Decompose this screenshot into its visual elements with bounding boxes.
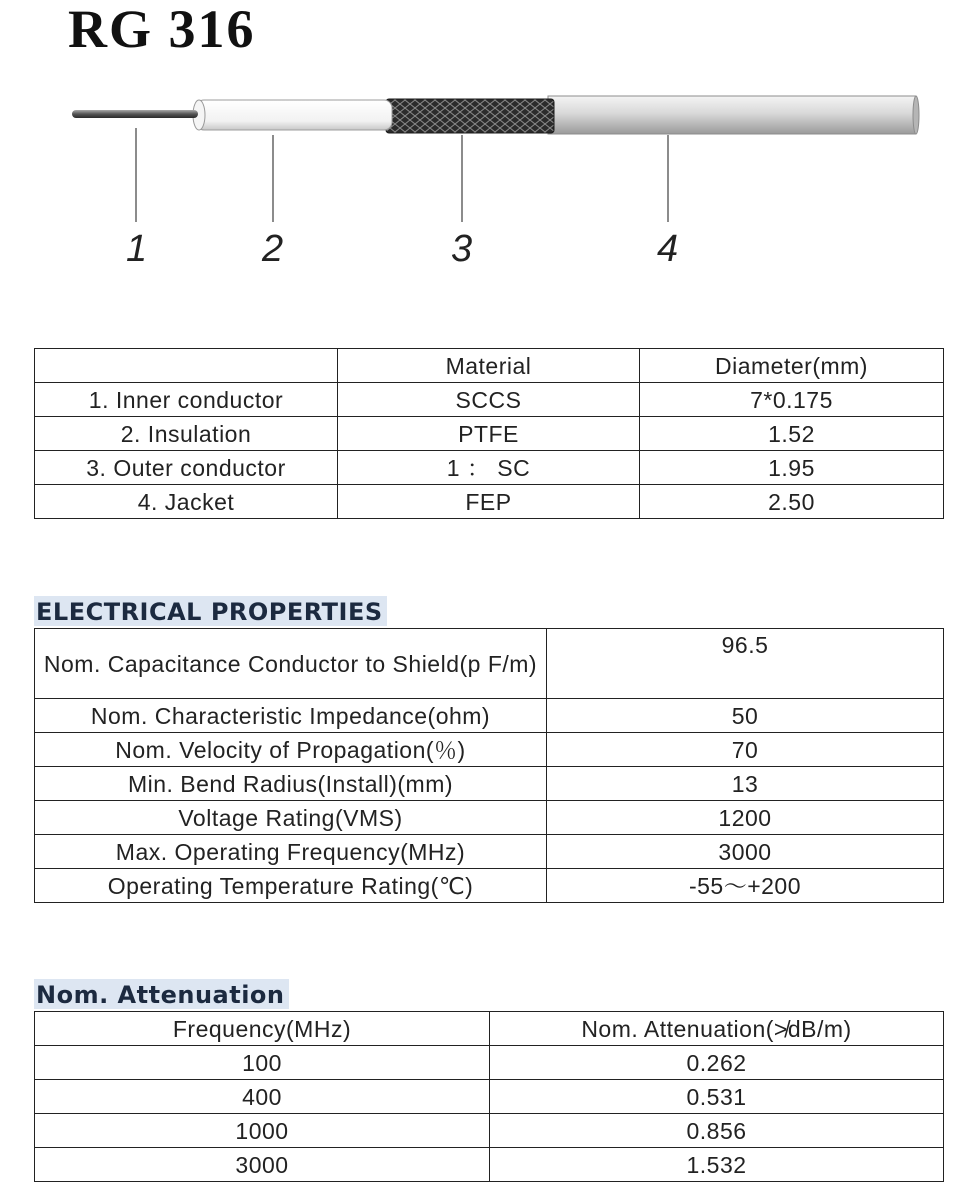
callout-number-3: 3 — [451, 228, 473, 270]
material-cell: FEP — [338, 485, 640, 519]
insulation-layer — [193, 100, 392, 130]
callout-number-1: 1 — [126, 228, 148, 270]
table-header-row — [35, 349, 944, 383]
property-cell: Operating Temperature Rating(℃) — [35, 869, 547, 903]
header-cell-material: Material — [338, 349, 640, 383]
value-cell: 3000 — [547, 835, 944, 869]
electrical-properties-heading: ELECTRICAL PROPERTIES — [34, 596, 387, 626]
table-row — [35, 417, 944, 451]
value-cell: 96.5 — [547, 629, 944, 699]
value-cell: -55～+200 — [547, 869, 944, 903]
frequency-cell: 100 — [35, 1046, 490, 1080]
material-cell: PTFE — [338, 417, 640, 451]
attenuation-table — [34, 1011, 944, 1182]
table-row — [35, 1046, 944, 1080]
table-row — [35, 451, 944, 485]
table-row — [35, 485, 944, 519]
table-row — [35, 869, 944, 903]
component-cell: 1. Inner conductor — [35, 383, 338, 417]
component-cell: 2. Insulation — [35, 417, 338, 451]
table-row — [35, 629, 944, 699]
header-cell-diameter: Diameter(mm) — [640, 349, 944, 383]
component-cell: 3. Outer conductor — [35, 451, 338, 485]
diameter-cell: 1.95 — [640, 451, 944, 485]
frequency-cell: 1000 — [35, 1114, 490, 1148]
property-cell: Max. Operating Frequency(MHz) — [35, 835, 547, 869]
frequency-cell: 3000 — [35, 1148, 490, 1182]
table-header-row — [35, 1012, 944, 1046]
construction-table — [34, 348, 944, 519]
table-row — [35, 767, 944, 801]
value-cell: 50 — [547, 699, 944, 733]
header-cell — [35, 349, 338, 383]
property-cell: Nom. Velocity of Propagation(％) — [35, 733, 547, 767]
value-cell: 1200 — [547, 801, 944, 835]
property-cell: Nom. Characteristic Impedance(ohm) — [35, 699, 547, 733]
attenuation-heading: Nom. Attenuation — [34, 979, 289, 1009]
attenuation-cell: 0.262 — [490, 1046, 944, 1080]
table-row — [35, 383, 944, 417]
table-row — [35, 1148, 944, 1182]
frequency-cell: 400 — [35, 1080, 490, 1114]
property-cell: Min. Bend Radius(Install)(mm) — [35, 767, 547, 801]
diameter-cell: 2.50 — [640, 485, 944, 519]
component-cell: 4. Jacket — [35, 485, 338, 519]
attenuation-cell: 0.856 — [490, 1114, 944, 1148]
material-cell: SCCS — [338, 383, 640, 417]
value-cell: 13 — [547, 767, 944, 801]
table-row — [35, 699, 944, 733]
inner-conductor-wire — [72, 110, 198, 118]
page-title: RG 316 — [68, 0, 256, 59]
header-cell-attenuation: Nom. Attenuation(≯dB/m) — [490, 1012, 944, 1046]
cable-illustration — [0, 80, 980, 230]
property-cell: Nom. Capacitance Conductor to Shield(p F/m) — [35, 629, 547, 699]
jacket-layer — [548, 96, 919, 134]
table-row — [35, 1080, 944, 1114]
diameter-cell: 1.52 — [640, 417, 944, 451]
electrical-properties-table — [34, 628, 944, 903]
attenuation-cell: 1.532 — [490, 1148, 944, 1182]
header-cell-frequency: Frequency(MHz) — [35, 1012, 490, 1046]
table-row — [35, 1114, 944, 1148]
material-cell: 1 ： SC — [338, 451, 640, 485]
attenuation-cell: 0.531 — [490, 1080, 944, 1114]
property-cell: Voltage Rating(VMS) — [35, 801, 547, 835]
table-row — [35, 733, 944, 767]
diameter-cell: 7*0.175 — [640, 383, 944, 417]
table-row — [35, 801, 944, 835]
callout-number-2: 2 — [262, 228, 284, 270]
table-row — [35, 835, 944, 869]
braid-shield-layer — [386, 99, 554, 133]
value-cell: 70 — [547, 733, 944, 767]
callout-number-4: 4 — [657, 228, 679, 270]
